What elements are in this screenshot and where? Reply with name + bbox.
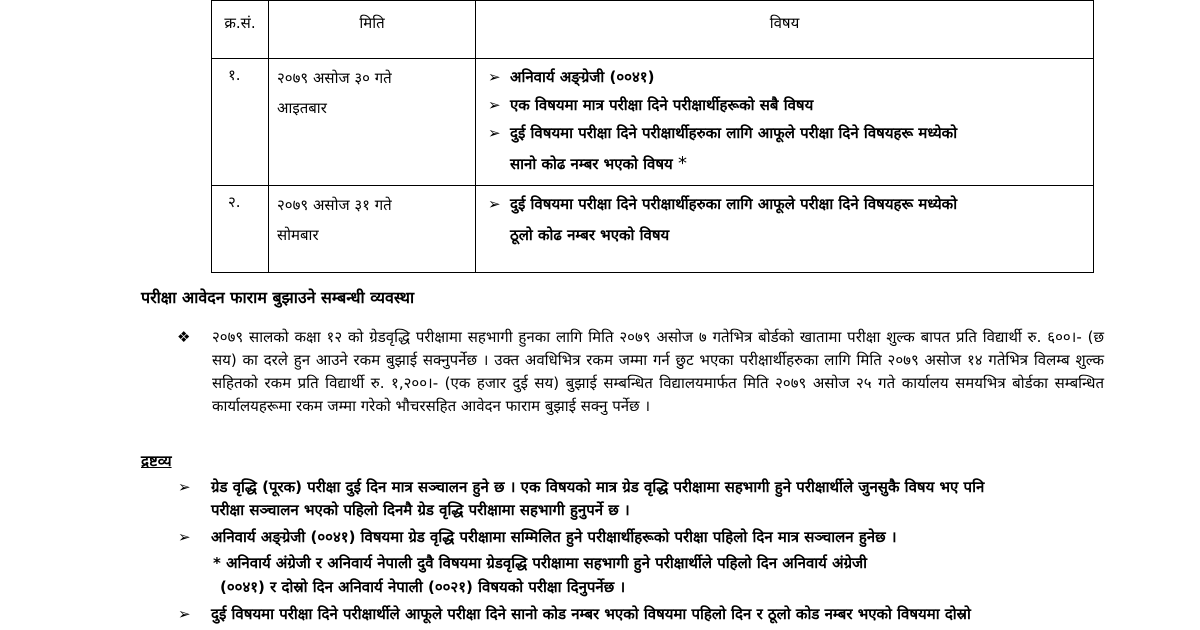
note-subtext: (००४१) र दोस्रो दिन अनिवार्य नेपाली (००२१) विषयको परीक्षा दिनुपर्नेछ । bbox=[220, 578, 626, 596]
exam-schedule-table bbox=[211, 0, 1094, 273]
section-heading: परीक्षा आवेदन फाराम बुझाउने सम्बन्धी व्यवस्था bbox=[141, 288, 415, 307]
arrow-bullet-icon: ➢ bbox=[178, 528, 191, 546]
row-subjects bbox=[476, 59, 1094, 186]
table-header-row bbox=[212, 1, 1094, 59]
asterisk-mark: * bbox=[677, 153, 687, 174]
subject-item bbox=[488, 190, 1093, 218]
arrow-bullet-icon: ➢ bbox=[178, 478, 191, 496]
subject-text: सानो कोढ नम्बर भएको विषय bbox=[510, 155, 673, 173]
arrow-bullet-icon: ➢ bbox=[488, 68, 501, 86]
diamond-bullet-icon: ❖ bbox=[177, 328, 191, 346]
subject-item bbox=[488, 119, 1093, 147]
subject-item bbox=[488, 91, 1093, 119]
header-serial: क्र.सं. bbox=[212, 1, 269, 59]
table-row bbox=[212, 186, 1094, 273]
row-date-value: २०७९ असोज ३० गते bbox=[277, 69, 392, 87]
subject-text: दुई विषयमा परीक्षा दिने परीक्षार्थीहरुका लागि आफूले परीक्षा दिने विषयहरू मध्येको bbox=[510, 195, 958, 213]
header-date: मिति bbox=[269, 1, 476, 59]
subject-text: ठूलो कोढ नम्बर भएको विषय bbox=[510, 226, 670, 244]
note-text: दुई विषयमा परीक्षा दिने परीक्षार्थीले आफूले परीक्षा दिने सानो कोड नम्बर भएको विषयमा पहिलो दिन र ठूलो कोड नम्बर भएको विषयमा दोस्रो bbox=[211, 605, 971, 623]
row-date bbox=[269, 186, 476, 273]
row-day: आइतबार bbox=[277, 99, 327, 117]
subject-continuation bbox=[488, 147, 1093, 181]
note-text: परीक्षा सञ्चालन भएको पहिलो दिनमै ग्रेड वृद्धि परीक्षामा सहभागी हुनुपर्ने छ । bbox=[211, 501, 630, 519]
row-subjects bbox=[476, 186, 1094, 273]
fee-paragraph: २०७९ सालको कक्षा १२ को ग्रेडवृद्धि परीक्षामा सहभागी हुनका लागि मिति २०७९ असोज ७ गतेभित्र बोर्डको खातामा परीक्षा शुल्क बापत प्रति विद्यार्थी रु. ६००।- (छ सय) का दरले हुन आउने रकम बुझाई सक्नुपर्नेछ । उक्त अवधिभित्र रकम जम्मा गर्न छुट भएका परीक्षार्थीहरुका लागि मिति २०७९ असोज १४ गतेभित्र विलम्ब शुल्क सहितको रकम प्रति विद्यार्थी रु. १,२००।- (एक हजार दुई सय) बुझाई सम्बन्धित विद्यालयमार्फत मिति २०७९ असोज २५ गते कार्यालय समयभित्र बोर्डका सम्बन्धित कार्यालयहरूमा रकम जम्मा गरेको भौचरसहित आवेदन फाराम बुझाई सक्नु पर्नेछ । bbox=[212, 328, 1104, 415]
note-text: ग्रेड वृद्धि (पूरक) परीक्षा दुई दिन मात्र सञ्चालन हुने छ । एक विषयको मात्र ग्रेड वृद्धि परीक्षामा सहभागी हुने परीक्षार्थीले जुनसुकै विषय भए पनि bbox=[211, 478, 985, 496]
row-serial: १. bbox=[212, 59, 269, 186]
note-subtext: * अनिवार्य अंग्रेजी र अनिवार्य नेपाली दुवै विषयमा ग्रेडवृद्धि परीक्षामा सहभागी हुने परीक्षार्थीले पहिलो दिन अनिवार्य अंग्रेजी bbox=[213, 554, 868, 572]
subject-text: दुई विषयमा परीक्षा दिने परीक्षार्थीहरुका लागि आफूले परीक्षा दिने विषयहरू मध्येको bbox=[510, 124, 958, 142]
row-date-value: २०७९ असोज ३१ गते bbox=[277, 196, 392, 214]
row-date bbox=[269, 59, 476, 186]
arrow-bullet-icon: ➢ bbox=[488, 195, 501, 213]
subject-item bbox=[488, 63, 1093, 91]
subject-text: एक विषयमा मात्र परीक्षा दिने परीक्षार्थीहरूको सबै विषय bbox=[510, 96, 814, 114]
subject-continuation bbox=[488, 218, 1093, 252]
arrow-bullet-icon: ➢ bbox=[178, 605, 191, 623]
row-day: सोमबार bbox=[277, 226, 319, 244]
table-row bbox=[212, 59, 1094, 186]
note-text: अनिवार्य अङ्ग्रेजी (००४१) विषयमा ग्रेड वृद्धि परीक्षामा सम्मिलित हुने परीक्षार्थीहरूको परीक्षा पहिलो दिन मात्र सञ्चालन हुनेछ । bbox=[211, 528, 897, 546]
arrow-bullet-icon: ➢ bbox=[488, 96, 501, 114]
header-subject: विषय bbox=[476, 1, 1094, 59]
arrow-bullet-icon: ➢ bbox=[488, 124, 501, 142]
subject-text: अनिवार्य अङ्ग्रेजी (००४१) bbox=[510, 68, 655, 86]
row-serial: २. bbox=[212, 186, 269, 273]
notes-heading: द्रष्टव्य bbox=[141, 452, 172, 470]
